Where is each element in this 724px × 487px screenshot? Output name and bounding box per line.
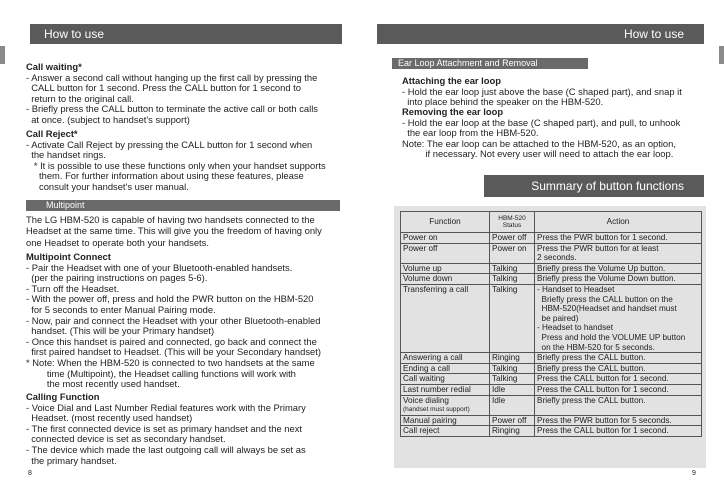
- status-cell: Talking: [490, 363, 535, 374]
- action-cell: Press the CALL button for 1 second.: [535, 426, 702, 437]
- status-cell: Idle: [490, 395, 535, 415]
- function-label: Manual pairing: [403, 415, 457, 425]
- text-line: - Briefly press the CALL button to terminate the active call or both calls: [26, 103, 318, 115]
- function-label: Power off: [403, 243, 438, 253]
- text-line: CALL button for 1 second. Press the CALL button for 1 second to: [26, 82, 301, 94]
- action-cell: Briefly press the CALL button.: [535, 353, 702, 364]
- status-cell: Ringing: [490, 426, 535, 437]
- function-cell: [401, 384, 490, 395]
- function-cell: [401, 426, 490, 437]
- function-label: Ending a call: [403, 363, 450, 373]
- action-cell: Briefly press the CALL button.: [535, 363, 702, 374]
- status-cell: Power off: [490, 415, 535, 426]
- binder-tab: [719, 46, 724, 64]
- function-label: Voice dialing: [403, 395, 449, 405]
- text-line: at once. (subject to handset's support): [26, 113, 190, 125]
- text-line: - Voice Dial and Last Number Redial features work with the Primary: [26, 401, 306, 413]
- summary-table-header: [401, 212, 702, 233]
- text-line: * Note: When the HBM-520 is connected to two handsets at the same: [26, 356, 315, 368]
- calling-function-heading: Calling Function: [26, 391, 100, 402]
- table-row: [401, 233, 702, 244]
- text-line: - Once this handset is paired and connected, go back and connect the: [26, 335, 317, 347]
- function-cell: [401, 374, 490, 385]
- right-page-number: 9: [692, 470, 696, 477]
- call-reject-heading: Call Reject*: [26, 128, 78, 139]
- ear-loop-section-bar: [392, 58, 588, 69]
- function-label: Call reject: [403, 426, 440, 436]
- text-line: time (Multipoint), the Headset calling functions will work with: [26, 367, 296, 379]
- action-cell: Briefly press the CALL button.: [535, 395, 702, 415]
- function-cell: [401, 233, 490, 244]
- text-line: - Pair the Headset with one of your Bluetooth-enabled handsets.: [26, 261, 293, 273]
- column-header-function: Function: [401, 212, 490, 233]
- text-line: - Turn off the Headset.: [26, 282, 120, 294]
- table-row: [401, 363, 702, 374]
- multipoint-section-bar: [26, 200, 340, 211]
- ear-loop-title: Ear Loop Attachment and Removal: [398, 58, 538, 68]
- function-cell: [401, 284, 490, 352]
- status-cell: Talking: [490, 274, 535, 285]
- function-label: Transferring a call: [403, 284, 469, 294]
- function-label: Volume up: [403, 263, 442, 273]
- function-cell: [401, 243, 490, 263]
- function-label: Last number redial: [403, 384, 471, 394]
- function-label: Volume down: [403, 274, 453, 284]
- status-cell: Power off: [490, 233, 535, 244]
- action-cell: Briefly press the Volume Up button.: [535, 263, 702, 274]
- text-line: the most recently used handset.: [26, 378, 180, 390]
- summary-title-bar: [484, 175, 704, 197]
- function-cell: [401, 353, 490, 364]
- table-row: [401, 353, 702, 364]
- text-line: (per the pairing instructions on pages 5-6).: [26, 272, 208, 284]
- table-row: [401, 395, 702, 415]
- function-cell: [401, 415, 490, 426]
- column-header-action: Action: [535, 212, 702, 233]
- function-label: Power on: [403, 233, 438, 242]
- column-header-status: HBM-520 Status: [490, 212, 535, 233]
- text-line: - Now, pair and connect the Headset with your other Bluetooth-enabled: [26, 314, 321, 326]
- status-cell: Ringing: [490, 353, 535, 364]
- text-line: first paired handset to Headset. (This will be your Secondary handset): [26, 346, 321, 358]
- text-line: Note: The ear loop can be attached to the HBM-520, as an option,: [402, 137, 676, 149]
- text-line: the handset rings.: [26, 149, 106, 161]
- text-line: - The device which made the last outgoing call will always be set as: [26, 443, 306, 455]
- right-header-bar: [377, 24, 704, 44]
- function-label: Answering a call: [403, 353, 463, 363]
- text-line: the primary handset.: [26, 454, 117, 466]
- summary-title: Summary of button functions: [531, 179, 684, 193]
- text-line: - Hold the ear loop just above the base (C shaped part), and snap it: [402, 85, 682, 97]
- status-cell: Talking: [490, 263, 535, 274]
- action-cell: Press the PWR button for at least 2 seconds.: [535, 243, 702, 263]
- call-waiting-heading: Call waiting*: [26, 61, 82, 72]
- text-line: - Activate Call Reject by pressing the CALL button for 1 second when: [26, 138, 313, 150]
- remove-heading: Removing the ear loop: [402, 106, 504, 117]
- status-cell: Talking: [490, 284, 535, 352]
- text-line: the ear loop from the HBM-520.: [402, 127, 539, 139]
- text-line: if necessary. Not every user will need to attach the ear loop.: [402, 148, 674, 160]
- summary-table-body: [401, 233, 702, 437]
- action-cell: Press the PWR button for 1 second.: [535, 233, 702, 244]
- function-cell: [401, 263, 490, 274]
- function-cell: [401, 395, 490, 415]
- table-row: [401, 426, 702, 437]
- status-cell: Power on: [490, 243, 535, 263]
- text-line: return to the original call.: [26, 92, 134, 104]
- multipoint-connect-heading: Multipoint Connect: [26, 251, 111, 262]
- text-line: - With the power off, press and hold the PWR button on the HBM-520: [26, 293, 314, 305]
- left-header-title: How to use: [44, 27, 105, 41]
- table-row: [401, 263, 702, 274]
- left-page-number: 8: [28, 470, 32, 477]
- text-line: - Hold the ear loop at the base (C shaped part), and pull, to unhook: [402, 116, 681, 128]
- text-line: for 5 seconds to enter Manual Pairing mode.: [26, 303, 216, 315]
- multipoint-title: Multipoint: [46, 200, 85, 210]
- text-line: them. For further information about using these features, please: [26, 170, 304, 182]
- attach-heading: Attaching the ear loop: [402, 75, 501, 86]
- function-cell: [401, 274, 490, 285]
- text-line: connected device is set as secondary handset.: [26, 433, 226, 445]
- text-line: consult your handset's user manual.: [26, 180, 189, 192]
- text-line: Headset at the same time. This will give you the freedom of having only: [26, 225, 322, 237]
- text-line: - The first connected device is set as primary handset and the next: [26, 422, 303, 434]
- right-page: [362, 0, 724, 487]
- action-cell: Press the CALL button for 1 second.: [535, 374, 702, 385]
- function-cell: [401, 363, 490, 374]
- left-header-bar: [30, 24, 342, 44]
- status-cell: Talking: [490, 374, 535, 385]
- function-label: Call waiting: [403, 374, 445, 384]
- function-note: (handset must support): [403, 406, 470, 414]
- text-line: * It is possible to use these functions only when your handset supports: [26, 159, 326, 171]
- table-row: [401, 274, 702, 285]
- status-cell: Idle: [490, 384, 535, 395]
- table-row: [401, 284, 702, 352]
- text-line: handset. (This will be your Primary handset): [26, 325, 215, 337]
- text-line: - Answer a second call without hanging up the first call by pressing the: [26, 71, 318, 83]
- action-cell: - Handset to Headset Briefly press the CALL button on the HBM-520(Headset and handset must be paired) - Headset to handset Press and hold the VOLUME UP button on the HBM-520 for 5 seconds.: [535, 284, 702, 352]
- text-line: Headset. (most recently used handset): [26, 412, 193, 424]
- table-row: [401, 243, 702, 263]
- text-line: into place behind the speaker on the HBM-520.: [402, 96, 604, 108]
- action-cell: Press the CALL button for 1 second.: [535, 384, 702, 395]
- text-line: The LG HBM-520 is capable of having two handsets connected to the: [26, 214, 315, 225]
- action-cell: Briefly press the Volume Down button.: [535, 274, 702, 285]
- binder-tab: [0, 46, 5, 64]
- text-line: one Headset to operate both your handsets.: [26, 236, 209, 248]
- summary-table: [400, 211, 702, 437]
- table-row: [401, 374, 702, 385]
- table-row: [401, 415, 702, 426]
- action-cell: Press the PWR button for 5 seconds.: [535, 415, 702, 426]
- right-header-title: How to use: [623, 27, 684, 41]
- table-row: [401, 384, 702, 395]
